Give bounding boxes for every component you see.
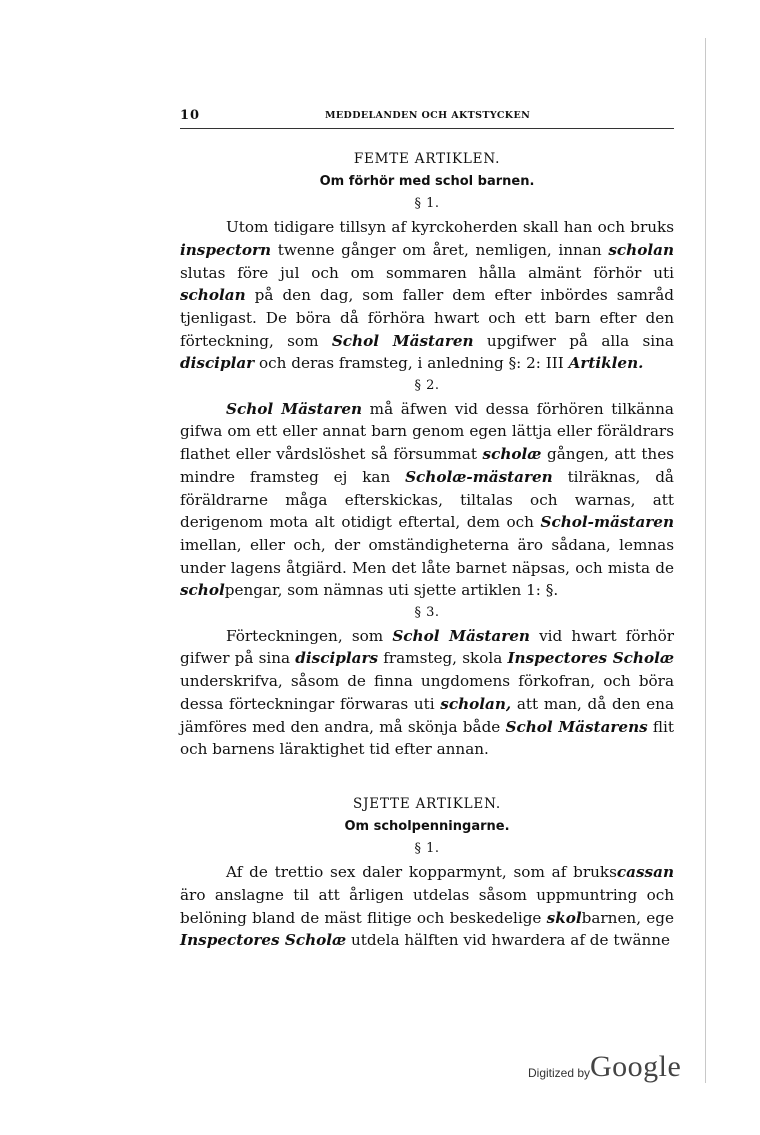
text-run: barnen, ege: [581, 908, 674, 927]
text-run: och deras framsteg, i anledning §: 2: III: [254, 354, 569, 373]
running-title: MEDDELANDEN OCH AKTSTYCKEN: [325, 110, 531, 121]
paragraph-sjette-1: [180, 861, 674, 952]
emphasis-run: inspectorn: [180, 240, 272, 259]
paragraph-mark: § 3.: [414, 605, 440, 621]
page-body: [180, 140, 674, 952]
text-run: äro anslagne til att årligen utdelas såsom uppmuntring och belöning bland de mäst flitige och beskedelige: [180, 885, 674, 927]
emphasis-run: Inspectores Scholæ: [507, 649, 674, 668]
emphasis-run: scholan,: [440, 694, 512, 713]
text-run: upgifwer på alla sina: [473, 331, 674, 350]
page-number: 10: [180, 108, 201, 123]
text-run: Förteckningen, som: [226, 626, 393, 645]
page-edge-line: [705, 38, 706, 1083]
header-rule: [180, 128, 674, 129]
section-gap: [180, 761, 674, 785]
text-run: tilräknas, då föräldrarne måga efterskickas, tiltalas och warnas, att derigenom mota alt otidigt eftertal, dem och: [180, 467, 674, 532]
emphasis-run: disciplar: [180, 354, 255, 373]
paragraph-mark: § 1.: [414, 841, 440, 857]
running-header: [180, 108, 674, 126]
text-run: utdela hälften vid hwardera af de twänne: [346, 931, 671, 950]
emphasis-run: disciplars: [295, 649, 379, 668]
text-run: Af de trettio sex daler kopparmynt, som af bruks: [226, 863, 617, 882]
text-run: framsteg, skola: [378, 649, 508, 668]
paragraph-femte-1: [180, 216, 674, 375]
text-run: flit och barnens läraktighet tid efter annan.: [180, 717, 675, 759]
text-run: slutas före jul och om sommaren hålla almänt förhör uti: [180, 263, 674, 282]
emphasis-run: Schol-mästaren: [540, 513, 674, 532]
google-logo: Google: [590, 1050, 682, 1083]
section-subheading-femte: Om förhör med schol barnen.: [319, 173, 535, 189]
text-run: Utom tidigare tillsyn af kyrckoherden skall han och bruks: [226, 218, 674, 237]
text-run: må äfwen vid dessa förhören tilkänna gifwa om ett eller annat barn genom egen lättja eller föräldrars flathet eller vårdslöshet så försummat: [180, 399, 674, 464]
emphasis-run: scholan: [180, 286, 246, 305]
emphasis-run: Scholæ-mästaren: [405, 467, 553, 486]
paragraph-femte-3: [180, 625, 674, 761]
text-run: pengar, som nämnas uti sjette artiklen 1: §.: [224, 581, 559, 600]
watermark-prefix: Digitized by: [528, 1066, 591, 1080]
text-run: twenne gånger om året, nemligen, innan: [271, 240, 609, 259]
emphasis-run: Artiklen.: [568, 354, 644, 373]
paragraph-mark: § 1.: [414, 196, 440, 212]
text-run: imellan, eller och, der omständigheterna äro sådana, lemnas under lagens åtgiärd. Men det låte barnet näpsas, och mista de: [180, 535, 674, 577]
emphasis-run: Schol Mästaren: [226, 399, 363, 418]
paragraph-mark: § 2.: [414, 378, 440, 394]
section-subheading-sjette: Om scholpenningarne.: [344, 818, 510, 834]
emphasis-run: Schol Mästaren: [331, 331, 474, 350]
emphasis-run: Inspectores Scholæ: [180, 931, 347, 950]
emphasis-run: Schol Mästaren: [392, 626, 530, 645]
text-run: underskrifva, såsom de finna ungdomens förkofran, och böra dessa förteckningar förwaras uti: [180, 672, 674, 713]
text-run: att man, då den ena jämföres med den andra, må skönja både: [180, 694, 675, 736]
section-heading-sjette: SJETTE ARTIKLEN.: [353, 795, 501, 812]
section-heading-femte: FEMTE ARTIKLEN.: [353, 151, 501, 167]
emphasis-run: scholan: [608, 240, 674, 259]
emphasis-run: cassan: [616, 863, 674, 882]
paragraph-femte-2: [180, 398, 674, 602]
google-digitized-watermark: [528, 1050, 688, 1090]
emphasis-run: skol: [546, 908, 582, 927]
text-run: på den dag, som faller dem efter inbördes samråd tjenligast. De böra då förhöra hwart och ett barn efter den förteckning, som: [180, 286, 674, 350]
emphasis-run: scholæ: [482, 445, 542, 464]
emphasis-run: Schol Mästarens: [505, 717, 648, 736]
text-run: vid hwart förhör gifwer på sina: [180, 626, 674, 668]
emphasis-run: schol: [180, 581, 225, 600]
text-run: gången, att thes mindre framsteg ej kan: [180, 445, 674, 486]
